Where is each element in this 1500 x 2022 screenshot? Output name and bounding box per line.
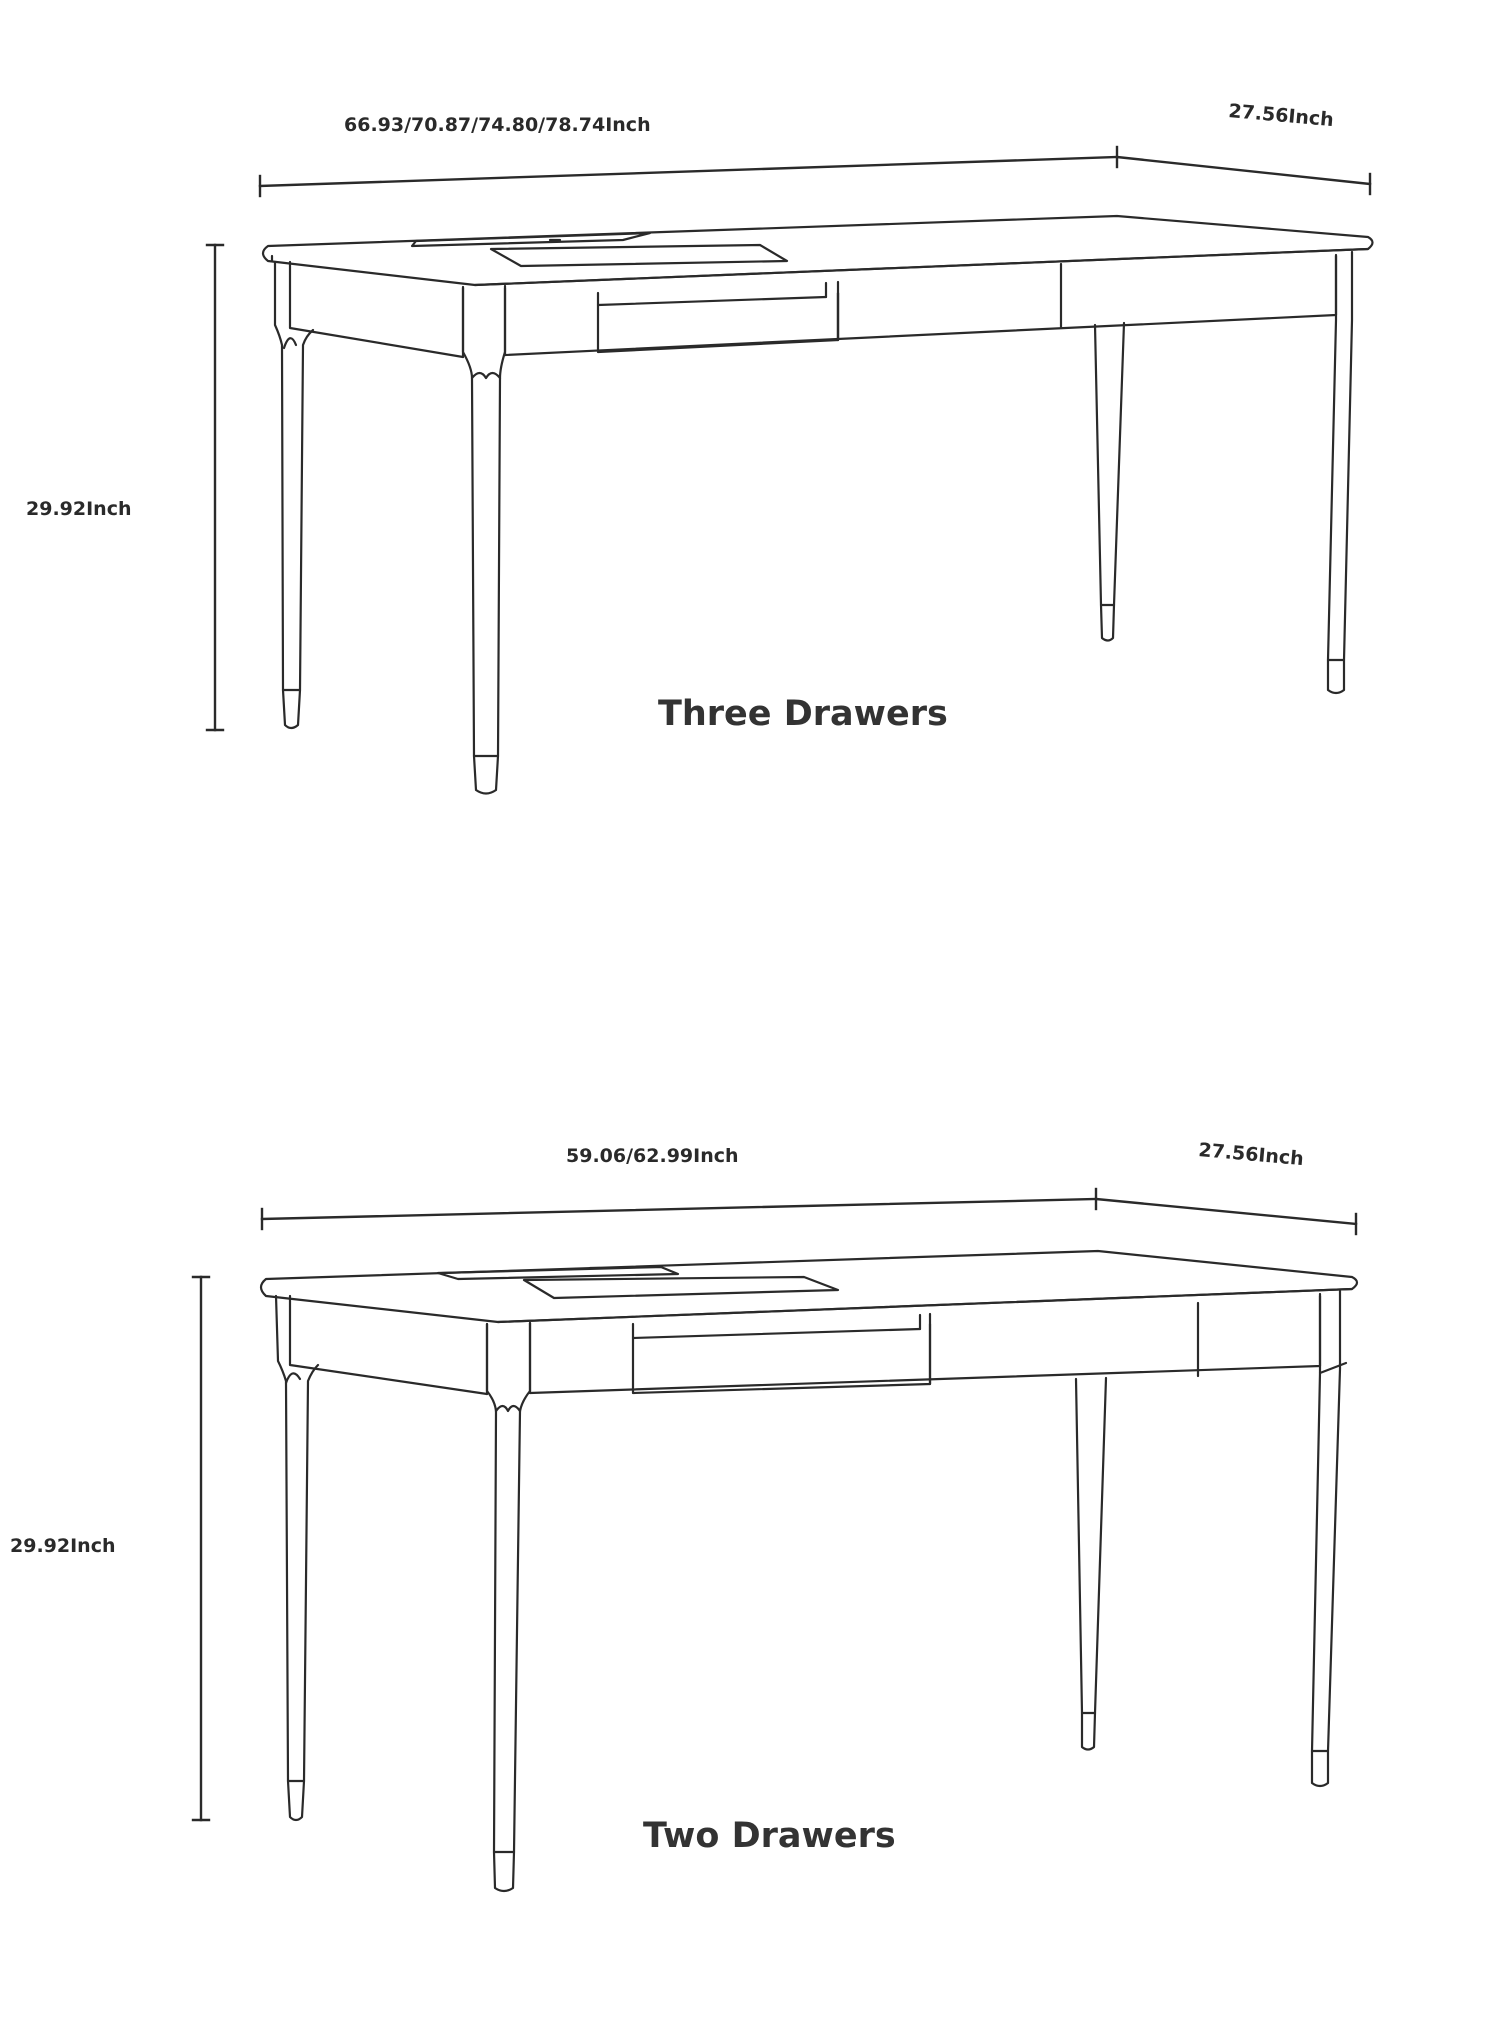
diagram-title: Three Drawers xyxy=(658,694,948,734)
depth-label: 27.56Inch xyxy=(1197,1139,1305,1171)
leg-back-left xyxy=(275,262,313,690)
width-dimension-line xyxy=(262,1189,1096,1229)
desk-drawing xyxy=(261,1251,1357,1891)
width-dimension-line xyxy=(260,147,1117,196)
top-panel-open xyxy=(524,1277,838,1298)
top-panel xyxy=(412,233,650,246)
top-panel xyxy=(438,1267,678,1279)
depth-dimension-line xyxy=(1096,1199,1356,1234)
width-label: 66.93/70.87/74.80/78.74Inch xyxy=(344,114,651,136)
leg-front-right xyxy=(1095,323,1124,605)
width-label: 59.06/62.99Inch xyxy=(566,1145,739,1167)
leg-back-right xyxy=(1328,252,1352,660)
height-label: 29.92Inch xyxy=(26,498,132,520)
tabletop xyxy=(263,216,1373,285)
leg-back-right xyxy=(1312,1291,1340,1751)
height-dimension-line xyxy=(207,245,223,730)
depth-dimension-line xyxy=(1117,157,1370,194)
two-drawer-desk-diagram xyxy=(0,1011,1500,2022)
tabletop xyxy=(261,1251,1357,1322)
depth-label: 27.56Inch xyxy=(1227,100,1335,132)
height-dimension-line xyxy=(193,1277,209,1820)
leg-front-left xyxy=(463,286,505,756)
diagram-title: Two Drawers xyxy=(643,1816,896,1856)
height-label: 29.92Inch xyxy=(10,1535,116,1557)
leg-front-left xyxy=(487,1323,530,1852)
leg-front-right xyxy=(1076,1378,1106,1713)
top-panel-open xyxy=(491,245,787,266)
